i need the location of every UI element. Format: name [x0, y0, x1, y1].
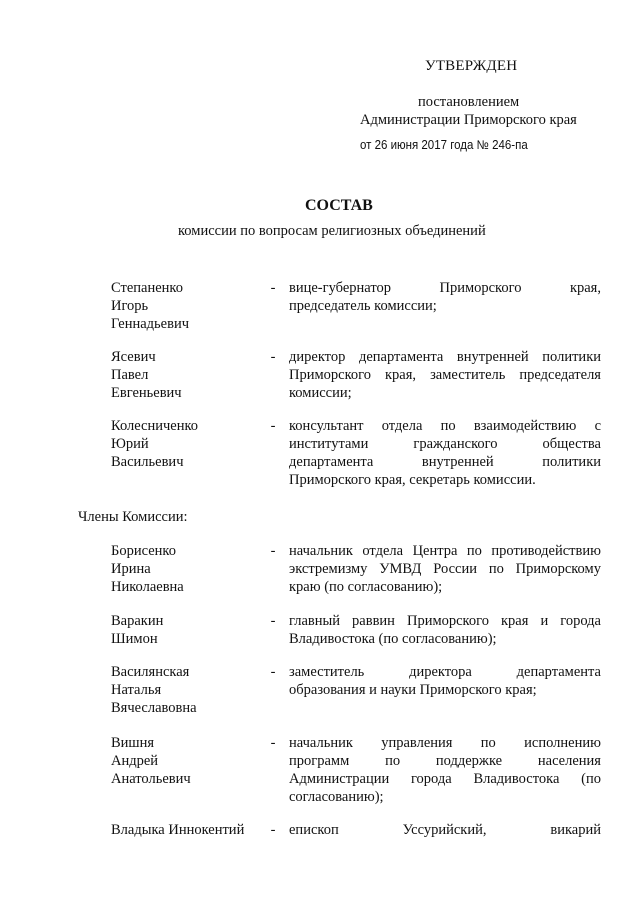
- name-line: Борисенко: [111, 543, 176, 559]
- role-line: Приморского края, заместитель председателя: [289, 367, 601, 383]
- name-line: Варакин: [111, 613, 164, 629]
- name-line: Василянская: [111, 664, 190, 680]
- name-line: Вячеславовна: [111, 700, 197, 716]
- person-role: [289, 821, 601, 839]
- dash-separator: -: [270, 822, 276, 838]
- role-line: главный раввин Приморского края и города: [289, 613, 601, 629]
- role-line: департамента внутренней политики: [289, 454, 601, 470]
- dash-separator: -: [270, 613, 276, 629]
- person-role: [289, 612, 601, 648]
- person-name: [111, 348, 182, 402]
- dash-separator: -: [270, 349, 276, 365]
- name-line: Степаненко: [111, 280, 183, 296]
- name-line: Васильевич: [111, 454, 184, 470]
- document-title: СОСТАВ: [305, 197, 373, 214]
- person-name: [111, 734, 191, 788]
- role-line: вице-губернатор Приморского края,: [289, 280, 601, 296]
- name-line: Юрий: [111, 436, 149, 452]
- name-line: Ирина: [111, 561, 151, 577]
- role-line: директор департамента внутренней политики: [289, 349, 601, 365]
- person-name: [111, 417, 198, 471]
- person-name: [111, 821, 244, 839]
- name-line: Вишня: [111, 735, 155, 751]
- person-role: [289, 542, 601, 596]
- name-line: Ясевич: [111, 349, 156, 365]
- role-line: епископ Уссурийский, викарий: [289, 822, 601, 838]
- name-line: Шимон: [111, 631, 158, 647]
- members-heading: Члены Комиссии:: [78, 509, 188, 525]
- role-line: заместитель директора департамента: [289, 664, 601, 680]
- dash-separator: -: [270, 280, 276, 296]
- role-line: комиссии;: [289, 385, 352, 401]
- dash-separator: -: [270, 664, 276, 680]
- name-line: Владыка Иннокентий: [111, 822, 245, 838]
- role-line: краю (по согласованию);: [289, 579, 443, 595]
- name-line: Колесниченко: [111, 418, 199, 434]
- name-line: Игорь: [111, 298, 149, 314]
- name-line: Наталья: [111, 682, 162, 698]
- role-line: председатель комиссии;: [289, 298, 437, 314]
- role-line: консультант отдела по взаимодействию с: [289, 418, 601, 434]
- role-line: институтами гражданского общества: [289, 436, 601, 452]
- role-line: начальник отдела Центра по противодействию: [289, 543, 601, 559]
- person-name: [111, 663, 197, 717]
- person-role: [289, 279, 601, 315]
- decree-line-2: Администрации Приморского края: [360, 112, 577, 128]
- person-name: [111, 612, 163, 648]
- name-line: Геннадьевич: [111, 316, 189, 332]
- decree-line-1: постановлением: [418, 94, 520, 110]
- role-line: программ по поддержке населения: [289, 753, 601, 769]
- person-role: [289, 417, 601, 489]
- person-role: [289, 734, 601, 806]
- role-line: образования и науки Приморского края;: [289, 682, 537, 698]
- role-line: Администрации города Владивостока (по: [289, 771, 601, 787]
- name-line: Андрей: [111, 753, 159, 769]
- person-name: [111, 279, 189, 333]
- role-line: Владивостока (по согласованию);: [289, 631, 497, 647]
- person-role: [289, 348, 601, 402]
- role-line: начальник управления по исполнению: [289, 735, 601, 751]
- decree-line-3: от 26 июня 2017 года № 246-па: [360, 138, 528, 152]
- role-line: Приморского края, секретарь комиссии.: [289, 472, 536, 488]
- dash-separator: -: [270, 418, 276, 434]
- name-line: Евгеньевич: [111, 385, 182, 401]
- dash-separator: -: [270, 735, 276, 751]
- name-line: Анатольевич: [111, 771, 191, 787]
- role-line: согласованию);: [289, 789, 384, 805]
- document-subtitle: комиссии по вопросам религиозных объединений: [178, 223, 486, 239]
- name-line: Павел: [111, 367, 149, 383]
- person-role: [289, 663, 601, 699]
- role-line: экстремизму УМВД России по Приморскому: [289, 561, 601, 577]
- approval-stamp: УТВЕРЖДЕН: [425, 58, 518, 74]
- name-line: Николаевна: [111, 579, 184, 595]
- person-name: [111, 542, 184, 596]
- dash-separator: -: [270, 543, 276, 559]
